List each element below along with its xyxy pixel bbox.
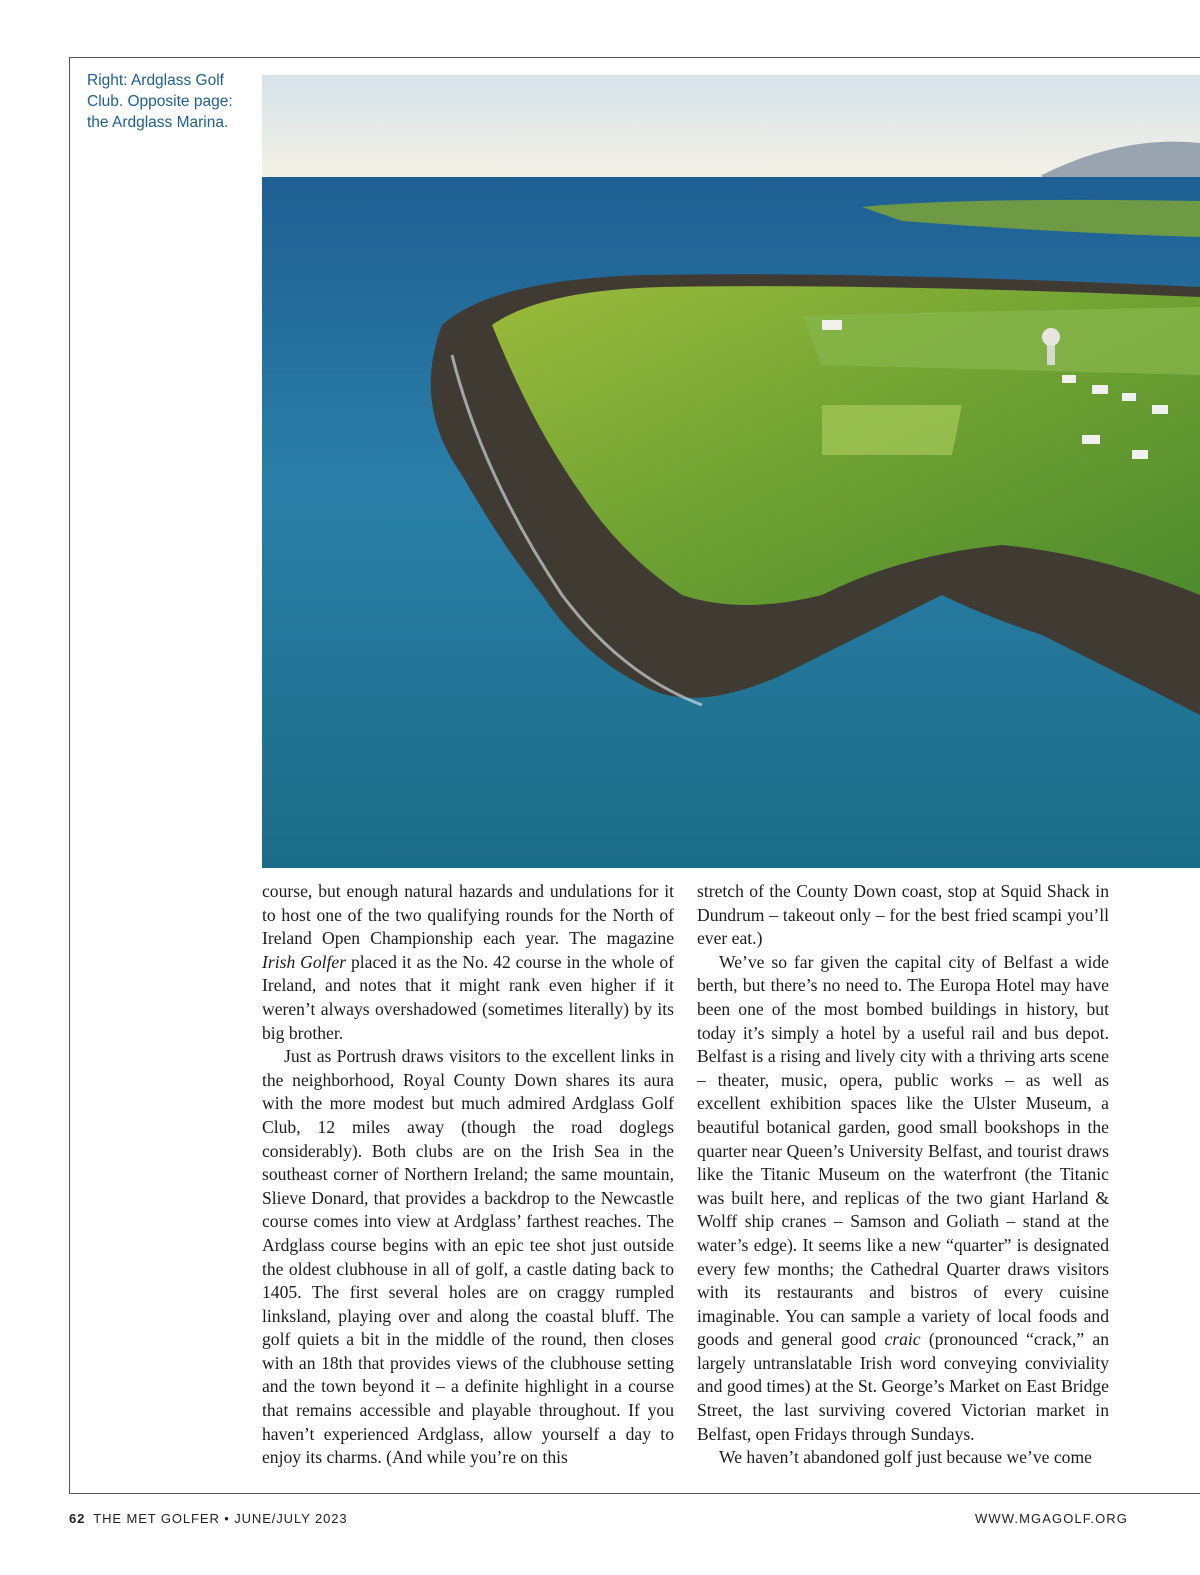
footer-website: WWW.MGAGOLF.ORG bbox=[975, 1511, 1128, 1526]
paragraph: course, but enough natural hazards and undulations for it to host one of the two qualifying rounds for the North of Ireland Open Championship each year. The magazine Irish Golfer placed it as the No. 42 course in the whole of Ireland, and notes that it might rank even higher if it weren’t always overshadowed (sometimes literally) by its big brother. bbox=[262, 881, 674, 1043]
article-column-1 bbox=[262, 880, 674, 1470]
article-column-2 bbox=[697, 880, 1109, 1470]
photo-caption: Right: Ardglass Golf Club. Opposite page: the Ardglass Marina. bbox=[87, 72, 233, 131]
footer-folio bbox=[69, 1511, 348, 1526]
aerial-photo bbox=[262, 75, 1200, 868]
publication-line: THE MET GOLFER • JUNE/JULY 2023 bbox=[93, 1511, 348, 1526]
page-number: 62 bbox=[69, 1511, 86, 1526]
publication-title: Irish Golfer bbox=[262, 951, 347, 972]
paragraph: We haven’t abandoned golf just because we’ve come bbox=[719, 1447, 1092, 1468]
paragraph: stretch of the County Down coast, stop at Squid Shack in Dundrum – takeout only – for the best fried scampi you’ll ever eat.) bbox=[697, 881, 1109, 949]
paragraph: We’ve so far given the capital city of Belfast a wide berth, but there’s no need to. The Europa Hotel may have been one of the most bombed buildings in history, but today it’s simply a hotel by a useful rail and bus depot. Belfast is a rising and lively city with a thriving arts scene – theater, music, opera, public works – as well as excellent exhibition spaces like the Ulster Museum, a beautiful botanical garden, good small bookshops in the quarter near Queen’s University Belfast, and tourist draws like the Titanic Museum on the waterfront (the Titanic was built here, and replicas of the two giant Harland & Wolff ship cranes – Samson and Goliath – stand at the water’s edge). It seems like a new “quarter” is designated every few months; the Cathedral Quarter draws visitors with its restaurants and bistros of every cuisine imaginable. You can sample a variety of local foods and goods and general good craic (pronounced “crack,” an largely untranslatable Irish word conveying conviviality and good times) at the St. George’s Market on East Bridge Street, the last surviving covered Victorian market in Belfast, open Fridays through Sundays. bbox=[697, 951, 1109, 1444]
emphasized-word: craic bbox=[884, 1329, 921, 1350]
paragraph: Just as Portrush draws visitors to the excellent links in the neighborhood, Royal County Down shares its aura with the more modest but much admired Ardglass Golf Club, 12 miles away (though the road doglegs considerably). Both clubs are on the Irish Sea in the southeast corner of Northern Ireland; the same mountain, Slieve Donard, that provides a backdrop to the Newcastle course comes into view at Ardglass’ farthest reaches. The Ardglass course begins with an epic tee shot just outside the oldest clubhouse in all of golf, a castle dating back to 1405. The first several holes are on craggy rumpled linksland, playing over and along the coastal bluff. The golf quiets a bit in the middle of the round, then closes with an 18th that provides views of the clubhouse setting and the town beyond it – a definite highlight in a course that remains accessible and playable throughout. If you haven’t experienced Ardglass, allow yourself a day to enjoy its charms. (And while you’re on this bbox=[262, 1046, 674, 1468]
